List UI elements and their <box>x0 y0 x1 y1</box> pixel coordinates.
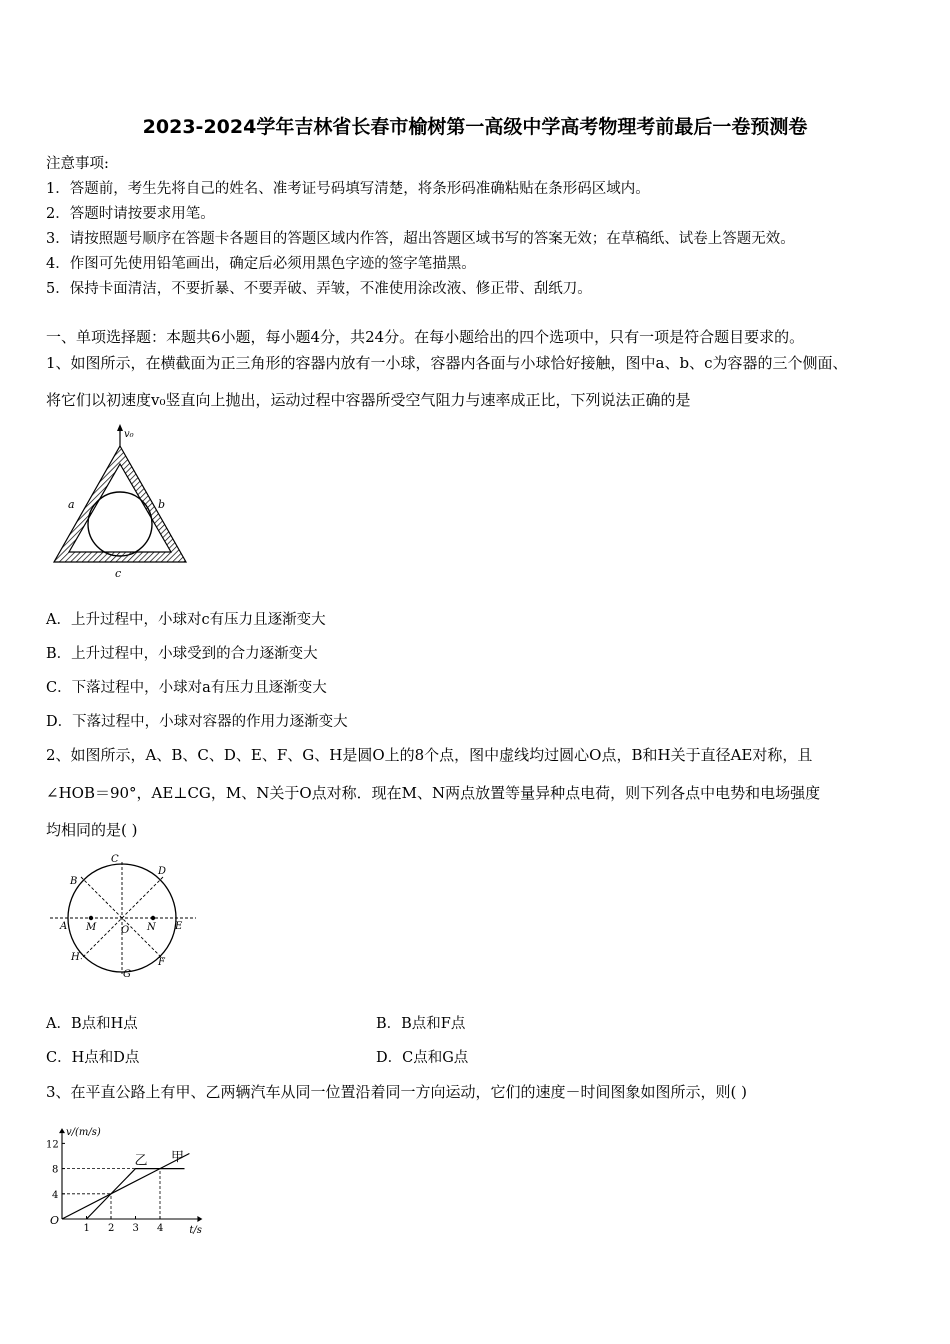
label-e: E <box>175 921 183 932</box>
y-tick-label: 8 <box>52 1164 59 1176</box>
series-line-2 <box>87 1169 185 1219</box>
x-axis-arrow <box>197 1216 202 1222</box>
x-tick-label: 2 <box>108 1223 115 1234</box>
label-h: H <box>71 952 80 963</box>
series-label: 乙 <box>134 1153 148 1169</box>
question-2-text: ∠HOB＝90°，AE⊥CG，M、N关于O点对称．现在M、N两点放置等量异种点电荷，则下列各点中电势和电场强度 <box>46 784 821 802</box>
y-tick-label: 4 <box>52 1189 59 1201</box>
label-f: F <box>158 957 165 968</box>
label-d: D <box>158 866 167 877</box>
triangle-container-figure <box>44 424 204 584</box>
section-heading: 一、单项选择题：本题共6小题，每小题4分，共24分。在每小题给出的四个选项中，只有一项是符合题目要求的。 <box>46 328 805 346</box>
option-b: B．上升过程中，小球受到的合力逐渐变大 <box>46 646 318 662</box>
label-n: N <box>147 922 156 933</box>
question-1-text: 1、如图所示，在横截面为正三角形的容器内放有一小球，容器内各面与小球恰好接触，图中a、b、c为容器的三个侧面、 <box>46 354 848 372</box>
label-m: M <box>86 922 97 933</box>
notice-heading: 注意事项: <box>46 156 109 172</box>
x-tick-label: 4 <box>157 1223 164 1234</box>
notice-item: 3．请按照题号顺序在答题卡各题目的答题区域内作答，超出答题区域书写的答案无效；在草稿纸、试卷上答题无效。 <box>46 231 795 247</box>
velocity-time-chart <box>40 1106 220 1236</box>
question-2-text: 2、如图所示，A、B、C、D、E、F、G、H是圆O上的8个点，图中虚线均过圆心O点，B和H关于直径AE对称，且 <box>46 746 813 764</box>
option-b: B．B点和F点 <box>376 1016 466 1032</box>
option-a: A．上升过程中，小球对c有压力且逐渐变大 <box>46 612 326 628</box>
option-c: C．下落过程中，小球对a有压力且逐渐变大 <box>46 680 327 696</box>
y-tick-label: 12 <box>46 1139 59 1151</box>
notice-item: 2．答题时请按要求用笔。 <box>46 206 215 222</box>
label-c: C <box>111 854 119 865</box>
label-b: B <box>70 876 78 887</box>
label-g: G <box>123 969 131 980</box>
y-axis-label: v/(m/s) <box>66 1127 101 1139</box>
label-a: a <box>68 498 75 511</box>
question-3-text: 3、在平直公路上有甲、乙两辆汽车从同一位置沿着同一方向运动，它们的速度－时间图象如图所示，则( ) <box>46 1083 748 1101</box>
option-d: D．C点和G点 <box>376 1050 469 1066</box>
ball <box>88 492 152 556</box>
label-c: c <box>115 567 122 580</box>
label-o: O <box>121 925 130 936</box>
x-tick-label: 1 <box>83 1223 90 1234</box>
charge-m <box>89 916 93 920</box>
label-v0: v₀ <box>124 429 134 440</box>
notice-item: 5．保持卡面清洁，不要折暴、不要弄破、弄皱，不准使用涂改液、修正带、刮纸刀。 <box>46 281 592 297</box>
x-axis-label: t/s <box>189 1225 202 1236</box>
question-2-text: 均相同的是( ) <box>46 821 138 839</box>
option-c: C．H点和D点 <box>46 1050 140 1066</box>
notice-item: 1．答题前，考生先将自己的姓名、准考证号码填写清楚，将条形码准确粘贴在条形码区域内。 <box>46 181 650 197</box>
charge-n <box>151 916 155 920</box>
label-a: A <box>60 921 68 932</box>
question-1-text: 将它们以初速度v₀竖直向上抛出，运动过程中容器所受空气阻力与速率成正比，下列说法正确的是 <box>46 391 691 409</box>
x-tick-label: 3 <box>132 1223 139 1234</box>
notice-item: 4．作图可先使用铅笔画出，确定后必须用黑色字迹的签字笔描黑。 <box>46 256 476 272</box>
option-d: D．下落过程中，小球对容器的作用力逐渐变大 <box>46 714 348 730</box>
series-label: 甲 <box>171 1149 185 1165</box>
y-axis-arrow <box>59 1128 65 1133</box>
origin-label: O <box>50 1214 60 1227</box>
page-title: 2023-2024学年吉林省长春市榆树第一高级中学高考物理考前最后一卷预测卷 <box>142 116 808 138</box>
option-a: A．B点和H点 <box>46 1016 138 1032</box>
label-b: b <box>158 498 166 511</box>
circle-figure <box>44 850 204 980</box>
